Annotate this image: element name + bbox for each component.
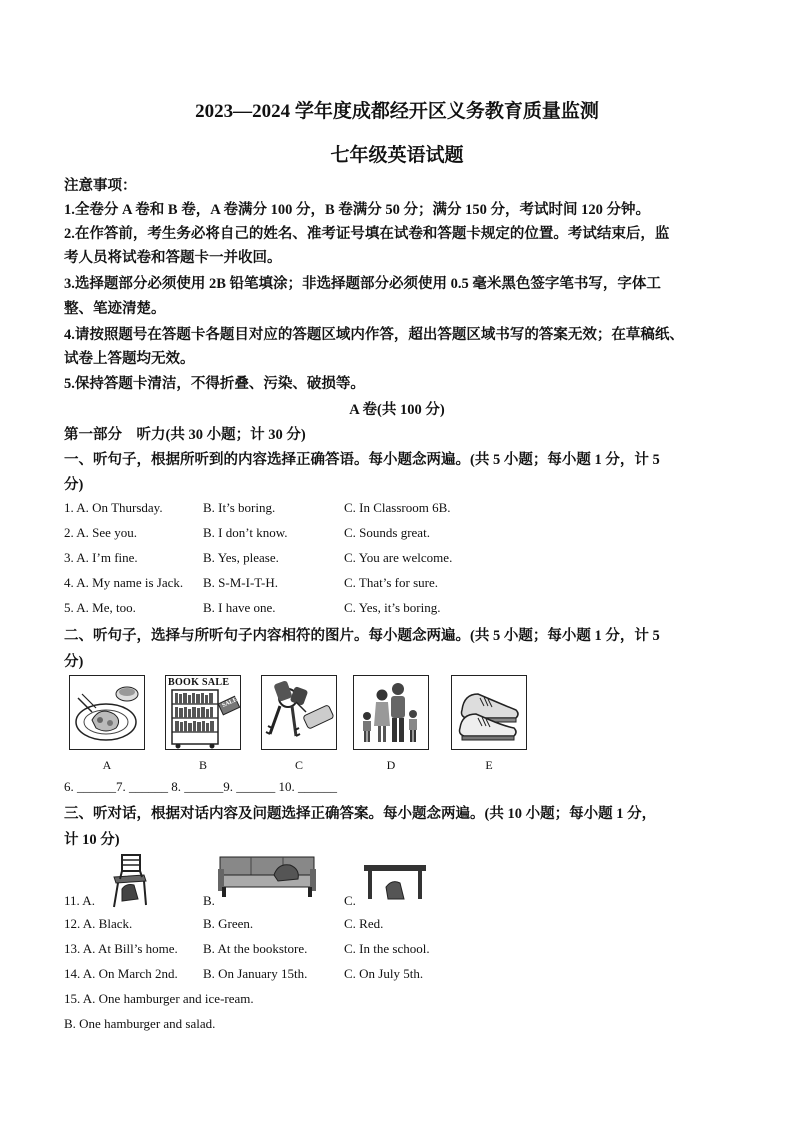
option-b: B. On January 15th. xyxy=(203,966,308,981)
option-c: C. That’s for sure. xyxy=(344,575,438,590)
book-sale-sign: BOOK SALE xyxy=(168,677,230,688)
notice-line: 试卷上答题均无效。 xyxy=(64,351,195,367)
option-b: B. At the bookstore. xyxy=(203,941,308,956)
option-c: C. You are welcome. xyxy=(344,550,453,565)
picture-e xyxy=(451,675,527,750)
option-a: 4. A. My name is Jack. xyxy=(64,575,184,590)
option-a: 5. A. Me, too. xyxy=(64,600,136,615)
picture-a xyxy=(69,675,145,750)
option-a: 11. A. xyxy=(64,893,95,908)
notice-heading: 注意事项： xyxy=(64,178,137,194)
option-c: C. Red. xyxy=(344,916,384,931)
notice-line: 1.全卷分 A 卷和 B 卷，A 卷满分 100 分，B 卷满分 50 分；满分 150 分，考试时间 120 分钟。 xyxy=(64,202,651,218)
section1-instruction: 一、听句子，根据所听到的内容选择正确答语。每小题念两遍。(共 5 小题；每小题 1 分，计 5 xyxy=(64,452,660,468)
option-a: 3. A. I’m fine. xyxy=(64,550,138,565)
option-b: B. I don’t know. xyxy=(203,525,288,540)
bag-under-table-icon xyxy=(362,861,428,901)
section2-instruction: 二、听句子，选择与所听句子内容相符的图片。每小题念两遍。(共 5 小题；每小题 1 分，计 5 xyxy=(64,628,660,644)
family-icon xyxy=(354,676,428,749)
section2-instruction-cont: 分) xyxy=(64,654,84,670)
exam-subtitle: 七年级英语试题 xyxy=(330,145,464,166)
section3-instruction-cont: 计 10 分) xyxy=(64,832,120,848)
notice-line: 3.选择题部分必须使用 2B 铅笔填涂；非选择题部分必须使用 0.5 毫米黑色签字笔书写，字体工 xyxy=(64,276,661,292)
option-b: B. One hamburger and salad. xyxy=(64,1016,216,1031)
option-c: C. xyxy=(344,893,356,908)
picture-label: D xyxy=(386,758,396,772)
notice-line: 4.请按照题号在答题卡各题目对应的答题区域内作答，超出答题区域书写的答案无效；在草稿纸、 xyxy=(64,327,684,343)
paper-a-heading: A 卷(共 100 分) xyxy=(349,402,445,418)
picture-label: A xyxy=(102,758,112,772)
option-c: C. In Classroom 6B. xyxy=(344,500,451,515)
option-b: B. S-M-I-T-H. xyxy=(203,575,278,590)
section3-instruction: 三、听对话，根据对话内容及问题选择正确答案。每小题念两遍。(共 10 小题；每小题 1 分， xyxy=(64,806,657,822)
option-a: 1. A. On Thursday. xyxy=(64,500,163,515)
option-b: B. Green. xyxy=(203,916,254,931)
section1-instruction-cont: 分) xyxy=(64,477,84,493)
option-a: 14. A. On March 2nd. xyxy=(64,966,178,981)
bag-under-chair-icon xyxy=(108,853,152,909)
picture-b xyxy=(165,675,241,750)
picture-c xyxy=(261,675,337,750)
option-c: C. On July 5th. xyxy=(344,966,424,981)
picture-d xyxy=(353,675,429,750)
option-a: 13. A. At Bill’s home. xyxy=(64,941,178,956)
sneakers-icon xyxy=(452,676,526,749)
option-a: 15. A. One hamburger and ice-ream. xyxy=(64,991,254,1006)
notice-line: 整、笔迹清楚。 xyxy=(64,301,166,317)
picture-label: E xyxy=(485,758,493,772)
keys-icon xyxy=(262,676,336,749)
option-a: 12. A. Black. xyxy=(64,916,133,931)
option-c: C. In the school. xyxy=(344,941,430,956)
food-plate-icon xyxy=(70,676,144,749)
notice-line: 考人员将试卷和答题卡一并收回。 xyxy=(64,250,282,266)
bag-on-sofa-icon xyxy=(218,855,316,899)
option-c: C. Yes, it’s boring. xyxy=(344,600,441,615)
option-a: 2. A. See you. xyxy=(64,525,137,540)
option-b: B. Yes, please. xyxy=(203,550,279,565)
picture-label: C xyxy=(294,758,303,772)
option-c: C. Sounds great. xyxy=(344,525,430,540)
notice-line: 2.在作答前，考生务必将自己的姓名、准考证号填在试卷和答题卡规定的位置。考试结束后，监 xyxy=(64,226,670,242)
answer-blanks: 6. ______7. ______ 8. ______9. ______ 10. ______ xyxy=(64,779,337,794)
book-sale-shelf-icon xyxy=(166,676,240,749)
exam-title: 2023—2024 学年度成都经开区义务教育质量监测 xyxy=(195,101,599,122)
option-b: B. It’s boring. xyxy=(203,500,276,515)
part1-heading: 第一部分 听力(共 30 小题；计 30 分) xyxy=(64,427,306,443)
sale-tag: SALE xyxy=(221,696,239,710)
option-b: B. I have one. xyxy=(203,600,276,615)
notice-line: 5.保持答题卡清洁，不得折叠、污染、破损等。 xyxy=(64,376,365,392)
picture-label: B xyxy=(198,758,207,772)
option-b: B. xyxy=(203,893,215,908)
